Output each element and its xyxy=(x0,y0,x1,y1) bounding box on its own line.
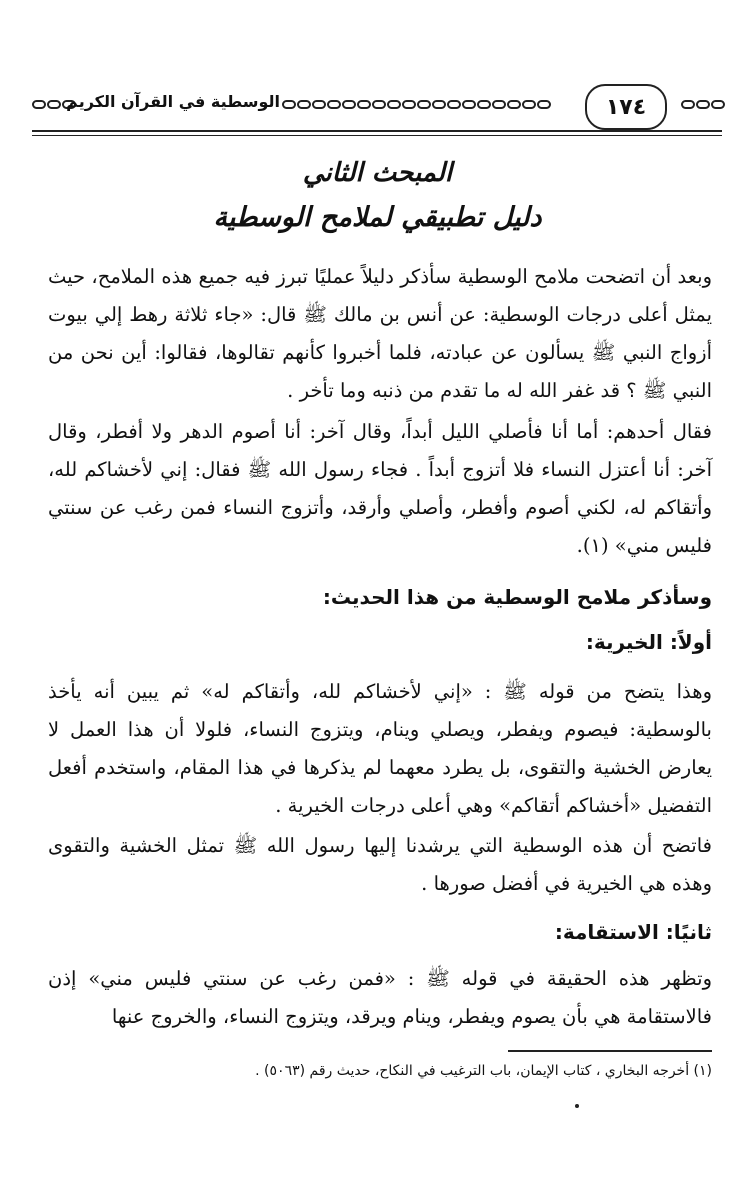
page-header xyxy=(32,84,722,134)
footnote: (١) أخرجه البخاري ، كتاب الإيمان، باب الترغيب في النكاح، حديث رقم (٥٠٦٣) . xyxy=(255,1063,712,1079)
footnote-rule xyxy=(508,1050,712,1052)
page-number: ١٧٤ xyxy=(585,84,667,130)
header-rule xyxy=(32,130,722,132)
header-rule-thin xyxy=(32,135,722,136)
ornament-right xyxy=(681,100,725,109)
paragraph-istiqama: وتظهر هذه الحقيقة في قوله ﷺ : «فمن رغب عن سنتي فليس مني» إذن فالاستقامة هي بأن يصوم ويفطر، وينام ويرقد، ويتزوج النساء، والخروج عنها xyxy=(48,967,712,1028)
paragraph-khayriyya: وهذا يتضح من قوله ﷺ : «إني لأخشاكم لله، وأتقاكم له» ثم يبين أنه يأخذ بالوسطية: فيصوم ويفطر، ويصلي وينام، ويتزوج النساء، فلولا أن هذا العمل لا يعارض الخشية والتقوى، بل يطرد معهما لم يذكرها في هذا المقام، واستخدم أفعل التفضيل «أخشاكم أتقاكم» وهي أعلى درجات الخيرية . xyxy=(48,680,712,817)
page-mark xyxy=(575,1104,579,1108)
paragraph-hadith: فقال أحدهم: أما أنا فأصلي الليل أبداً، وقال آخر: أنا أصوم الدهر ولا أفطر، وقال آخر: أنا أعتزل النساء فلا أتزوج أبداً . فجاء رسول الله ﷺ فقال: إني لأخشاكم لله، وأتقاكم له، لكني أصوم وأفطر، وأصلي وأرقد، وأتزوج النساء فمن رغب عن سنتي فليس مني» (١). xyxy=(48,420,712,557)
section-subtitle: دليل تطبيقي لملامح الوسطية xyxy=(213,202,542,233)
paragraph-conclusion: فاتضح أن هذه الوسطية التي يرشدنا إليها رسول الله ﷺ تمثل الخشية والتقوى وهذه هي الخيرية في أفضل صورها . xyxy=(48,834,712,895)
paragraph-intro: وبعد أن اتضحت ملامح الوسطية سأذكر دليلاً عمليًا تبرز فيه جميع هذه الملامح، حيث يمثل أعلى درجات الوسطية: عن أنس بن مالك ﷺ قال: «جاء ثلاثة رهط إلي بيوت أزواج النبي ﷺ يسألون عن عبادته، فلما أخبروا كأنهم تقالوها، فقالوا: أين نحن من النبي ﷺ ؟ قد غفر الله له ما تقدم من ذنبه وما تأخر . xyxy=(48,265,712,402)
heading-second: ثانيًا: الاستقامة: xyxy=(554,920,712,944)
ornament-middle xyxy=(282,100,551,109)
book-title: الوسطية في القرآن الكريم xyxy=(66,92,280,111)
section-title: المبحث الثاني xyxy=(302,158,453,188)
heading-first: أولاً: الخيرية: xyxy=(585,630,712,654)
heading-features: وسأذكر ملامح الوسطية من هذا الحديث: xyxy=(322,585,712,609)
